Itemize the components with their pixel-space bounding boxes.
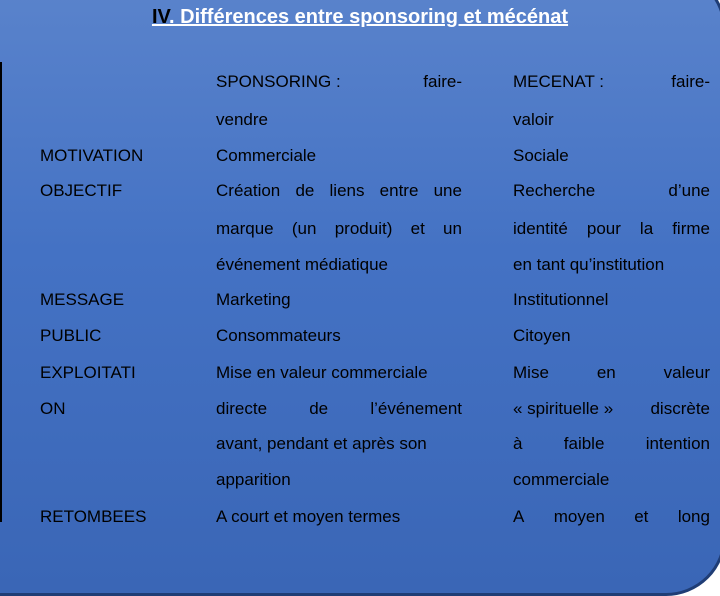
word: de — [295, 181, 315, 200]
cell-exploitation-mecenat-line2 — [513, 398, 710, 420]
word: identité — [513, 219, 568, 238]
word: long — [677, 507, 710, 526]
row-label-motivation: MOTIVATION — [40, 146, 144, 165]
word: en — [596, 363, 616, 382]
cell-objectif-mecenat-line3: en tant qu’institution — [513, 255, 665, 274]
header-mecenat-line2: valoir — [513, 110, 554, 129]
cell-public-sponsoring: Consommateurs — [216, 326, 341, 345]
cell-message-sponsoring: Marketing — [216, 290, 291, 309]
header-mecenat — [513, 71, 710, 93]
cell-objectif-sponsoring-line1 — [216, 180, 462, 202]
word: une — [433, 181, 462, 200]
row-label-objectif: OBJECTIF — [40, 181, 123, 200]
header-sponsoring — [216, 71, 462, 93]
word: directe — [216, 399, 268, 418]
word: liens — [329, 181, 365, 200]
cell-objectif-sponsoring-line2 — [216, 218, 462, 240]
header-mecenat-word: MECENAT : — [513, 72, 604, 91]
word: intention — [645, 434, 710, 453]
cell-exploitation-sponsoring-line3: avant, pendant et après son — [216, 434, 427, 453]
cell-retombees-mecenat — [513, 506, 710, 528]
page-title — [0, 6, 720, 29]
word: l’événement — [370, 399, 462, 418]
cell-motivation-mecenat: Sociale — [513, 146, 569, 165]
word: Recherche — [513, 181, 596, 200]
word: (un — [291, 219, 317, 238]
cell-objectif-mecenat-line1 — [513, 180, 710, 202]
word: la — [639, 219, 654, 238]
row-label-exploitation-line1: EXPLOITATI — [40, 363, 136, 382]
word: pour — [586, 219, 621, 238]
word: discrète — [650, 399, 710, 418]
header-sponsoring-word: faire- — [423, 72, 462, 91]
row-label-public: PUBLIC — [40, 326, 102, 345]
row-label-retombees: RETOMBEES — [40, 507, 147, 526]
cell-exploitation-sponsoring-line4: apparition — [216, 470, 291, 489]
word: et — [410, 219, 425, 238]
word: produit) — [334, 219, 393, 238]
header-mecenat-word: faire- — [671, 72, 710, 91]
word: faible — [563, 434, 605, 453]
word: A — [513, 507, 525, 526]
word: Mise — [513, 363, 549, 382]
table-left-border — [0, 62, 2, 522]
cell-message-mecenat: Institutionnel — [513, 290, 609, 309]
word: à — [513, 434, 523, 453]
word: marque — [216, 219, 274, 238]
cell-public-mecenat: Citoyen — [513, 326, 571, 345]
word: entre — [379, 181, 419, 200]
word: firme — [672, 219, 710, 238]
cell-exploitation-sponsoring-line2 — [216, 398, 462, 420]
row-label-message: MESSAGE — [40, 290, 125, 309]
title-prefix: IV — [151, 6, 170, 28]
word: un — [443, 219, 462, 238]
word: Création — [216, 181, 281, 200]
header-sponsoring-line2: vendre — [216, 110, 268, 129]
word: « spirituelle » — [513, 399, 614, 418]
cell-exploitation-mecenat-line1 — [513, 362, 710, 384]
cell-exploitation-mecenat-line3 — [513, 433, 710, 455]
word: et — [634, 507, 649, 526]
cell-exploitation-sponsoring-line1: Mise en valeur commerciale — [216, 363, 428, 382]
cell-retombees-sponsoring: A court et moyen termes — [216, 507, 401, 526]
cell-objectif-mecenat-line2 — [513, 218, 710, 240]
header-sponsoring-word: SPONSORING : — [216, 72, 341, 91]
cell-exploitation-mecenat-line4: commerciale — [513, 470, 610, 489]
word: d’une — [668, 181, 710, 200]
word: valeur — [663, 363, 710, 382]
title-text: . Différences entre sponsoring et mécénat — [169, 6, 569, 28]
cell-motivation-sponsoring: Commerciale — [216, 146, 317, 165]
word: de — [309, 399, 329, 418]
cell-objectif-sponsoring-line3: événement médiatique — [216, 255, 389, 274]
word: moyen — [553, 507, 605, 526]
row-label-exploitation-line2: ON — [40, 399, 66, 418]
